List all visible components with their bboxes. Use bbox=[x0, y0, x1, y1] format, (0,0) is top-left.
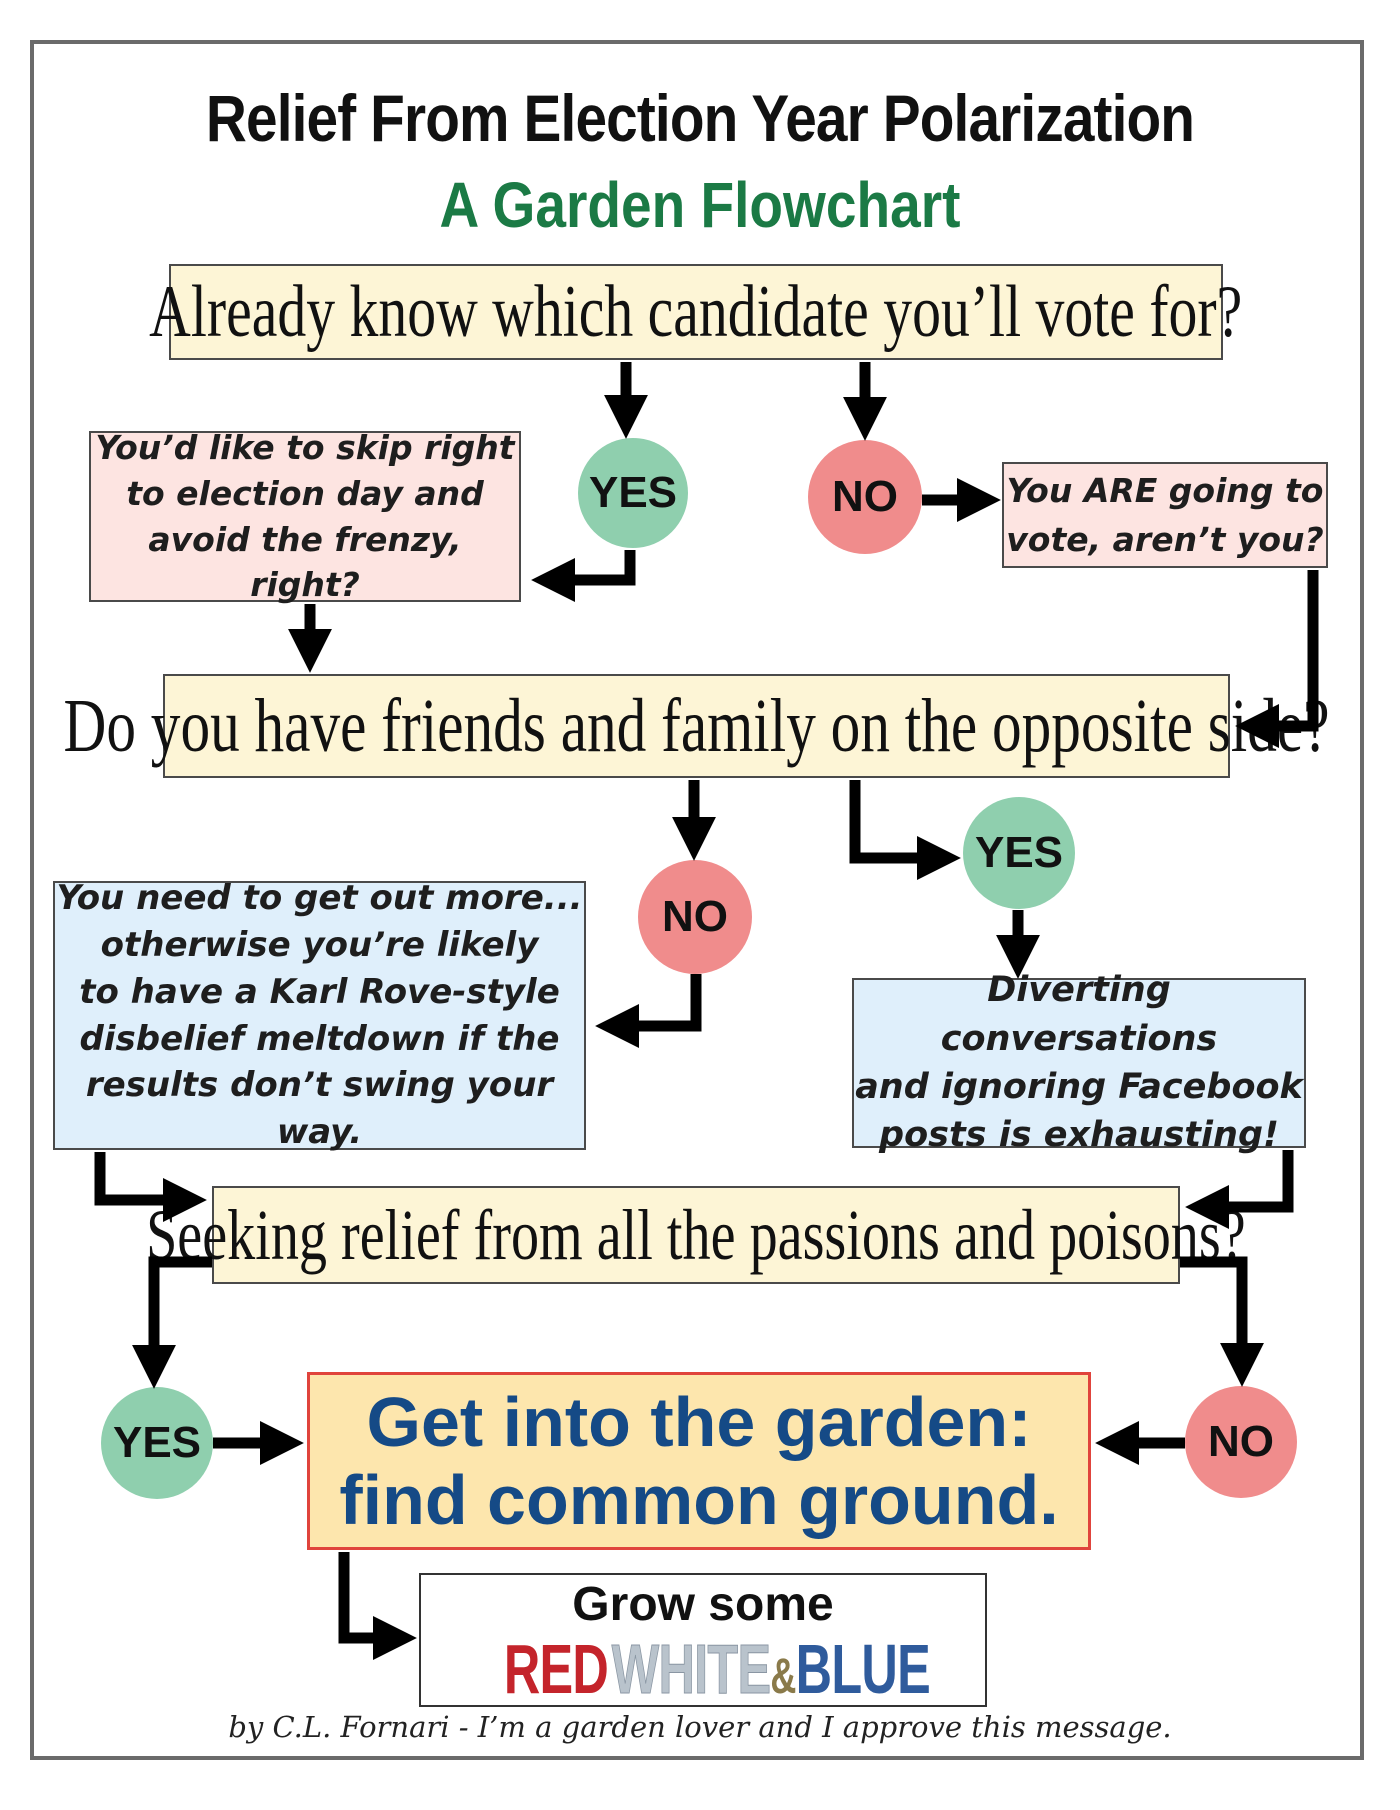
q1-yes-label: YES bbox=[588, 468, 678, 517]
q2-no-result-line: otherwise you’re likely bbox=[100, 924, 539, 965]
flowchart-title: Relief From Election Year Polarization bbox=[205, 81, 1195, 155]
arrow-rightbox-to-q2 bbox=[1256, 570, 1313, 726]
final-line-2: find common ground. bbox=[339, 1461, 1059, 1539]
q1-yes-result-line: avoid the frenzy, right? bbox=[148, 519, 462, 605]
grow-some-text: Grow some bbox=[572, 1578, 834, 1631]
arrow-blueright-to-q3 bbox=[1206, 1150, 1288, 1207]
arrow-q2no-result bbox=[616, 974, 696, 1026]
credit-line: by C.L. Fornari - I’m a garden lover and I approve this message. bbox=[228, 1710, 1172, 1744]
q3-no-label: NO bbox=[1208, 1417, 1274, 1466]
q1-yes-result-line: You’d like to skip right bbox=[95, 428, 515, 468]
arrow-q1yes-result bbox=[552, 550, 630, 580]
q1-no-result-line: You ARE going to bbox=[1006, 470, 1324, 510]
arrow-q3-yes bbox=[154, 1262, 212, 1368]
q2-yes-result-line: and ignoring Facebook bbox=[855, 1067, 1303, 1107]
q2-no-result-line: to have a Karl Rove-style bbox=[79, 971, 560, 1012]
arrow-q2-yes bbox=[855, 780, 940, 858]
q1-no-label: NO bbox=[832, 472, 898, 521]
arrow-final-grow bbox=[344, 1552, 396, 1638]
ampersand: & bbox=[770, 1647, 796, 1704]
red-word: RED bbox=[503, 1629, 609, 1708]
white-word: WHITE bbox=[611, 1629, 771, 1708]
blue-word: BLUE bbox=[795, 1629, 930, 1708]
q1-yes-result-line: to election day and bbox=[126, 473, 484, 513]
q2-no-label: NO bbox=[662, 892, 728, 941]
q2-yes-result-line: posts is exhausting! bbox=[879, 1115, 1279, 1156]
arrow-q3-no bbox=[1180, 1262, 1242, 1366]
q2-no-result-line: results don’t swing your way. bbox=[85, 1065, 554, 1153]
final-line-1: Get into the garden: bbox=[366, 1382, 1032, 1461]
question-2-text: Do you have friends and family on the opposite side? bbox=[63, 683, 1330, 768]
question-3-text: Seeking relief from all the passions and poisons? bbox=[146, 1194, 1246, 1275]
q2-yes-result-line: Diverting conversations bbox=[940, 970, 1218, 1059]
q2-yes-label: YES bbox=[974, 828, 1064, 877]
flowchart-subtitle: A Garden Flowchart bbox=[439, 169, 961, 241]
arrow-blueleft-to-q3 bbox=[100, 1152, 186, 1200]
q2-no-result-line: You need to get out more... bbox=[56, 877, 583, 918]
question-1-text: Already know which candidate you’ll vote for? bbox=[149, 270, 1243, 353]
q3-yes-label: YES bbox=[112, 1418, 202, 1467]
q1-no-result-line: vote, aren’t you? bbox=[1006, 520, 1324, 559]
q2-no-result-line: disbelief meltdown if the bbox=[79, 1018, 560, 1059]
